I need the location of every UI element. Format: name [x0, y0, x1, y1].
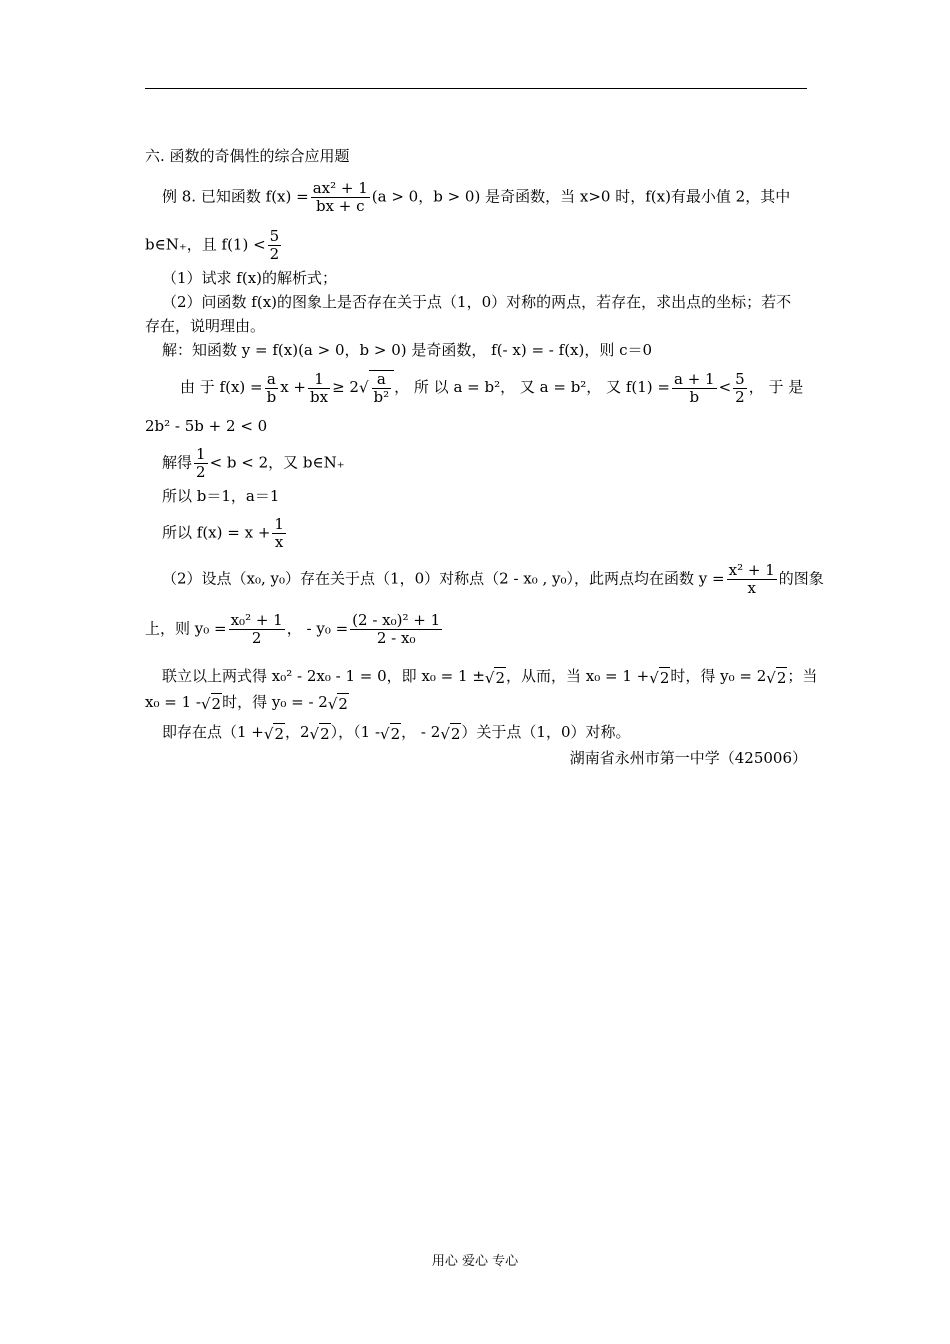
section-title: 六. 函数的奇偶性的综合应用题	[145, 147, 350, 165]
signature: 湖南省永州市第一中学（425006）	[569, 749, 807, 767]
question-2-line-2: 存在，说明理由。	[145, 317, 266, 335]
solution-line-3: 2b² - 5b + 2 < 0	[145, 417, 268, 435]
part2-line-5: 即存在点（1 +√2，2√2），（1 -√2， - 2√2）关于点（1，0）对称。	[162, 723, 631, 743]
example-line-1: 例 8. 已知函数 f(x) = $\frac{\text{ax² + 1}}{bx + c}$ (a > 0，b > 0) 是奇函数，当 x>0 时，f(x)有最小值 2，其中	[162, 179, 791, 215]
fraction: $\frac{5}{2}$	[269, 227, 280, 263]
solution-line-1: 解：知函数 y = f(x)(a > 0，b > 0) 是奇函数， f(- x) = - f(x)，则 c＝0	[162, 341, 653, 359]
question-1: （1）试求 f(x)的解析式；	[162, 269, 338, 287]
solution-line-2: 由 于 f(x) = $\frac{a}{b}$ x + $\frac{1}{bx}$ ≥ 2√ $\frac{a}{\text{b²}}$ ， 所 以 a = b²， 又 a = b²， 又 f(1) = $\frac{a + 1}{b}$ < $\frac{5}{2}$ ， 于 是	[180, 369, 804, 406]
question-2-line-1: （2）问函数 f(x)的图象上是否存在关于点（1，0）对称的两点，若存在，求出点的坐标；若不	[162, 293, 792, 311]
part2-line-1: （2）设点（x₀, y₀）存在关于点（1，0）对称点（2 - x₀ , y₀），此两点均在函数 y = $\frac{\text{x² + 1}}{x}$ 的图象	[162, 561, 824, 597]
sqrt-sign: √ $\frac{a}{\text{b²}}$	[359, 370, 394, 406]
solution-line-5: 所以 b＝1，a＝1	[162, 487, 280, 505]
fraction: $\frac{\text{ax² + 1}}{bx + c}$	[312, 179, 368, 215]
page-footer: 用心 爱心 专心	[431, 1254, 519, 1269]
example-line-2: b∈N₊，且 f(1) < $\frac{5}{2}$	[145, 227, 280, 263]
part2-line-4: x₀ = 1 -√2时，得 y₀ = - 2√2	[145, 693, 348, 713]
part2-line-2: 上，则 y₀ = $\frac{\text{x₀² + 1}}{2}$ ， - y₀ = $\frac{\text{(2 - x₀)² + 1}}{\text{2 - x₀}}$	[145, 611, 441, 647]
header-rule	[145, 88, 807, 89]
solution-line-6: 所以 f(x) = x + $\frac{1}{x}$	[162, 515, 284, 551]
solution-line-4: 解得 $\frac{1}{2}$ < b < 2，又 b∈N₊	[162, 445, 345, 481]
part2-line-3: 联立以上两式得 x₀² - 2x₀ - 1 = 0，即 x₀ = 1 ±√2，从而，当 x₀ = 1 +√2时，得 y₀ = 2√2；当	[162, 667, 818, 687]
